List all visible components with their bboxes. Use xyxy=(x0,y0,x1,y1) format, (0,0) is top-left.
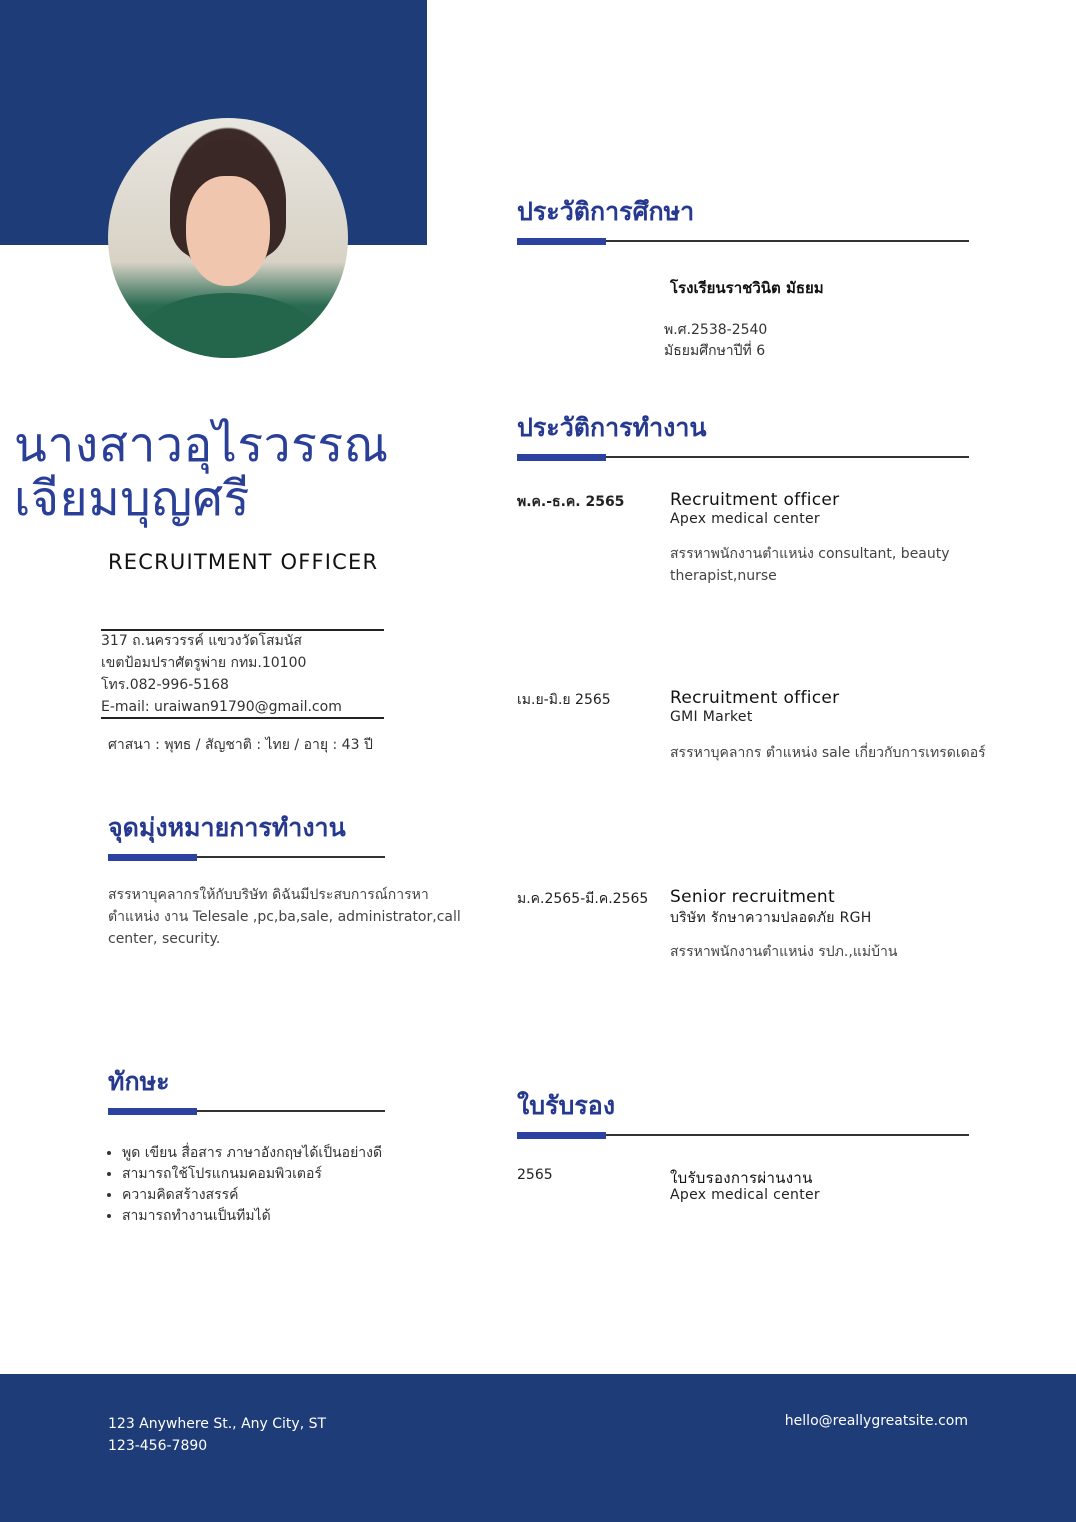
objective-line: ตำแหน่ง งาน Telesale ,pc,ba,sale, administrator,call xyxy=(108,909,461,925)
address-line-2: เขตป้อมปราศัตรูพ่าย กทม.10100 xyxy=(101,655,307,671)
job-title: Recruitment officer xyxy=(670,490,840,510)
divider-line xyxy=(606,240,969,242)
job-company: GMI Market xyxy=(670,709,753,725)
job-description-line: therapist,nurse xyxy=(670,568,777,584)
profile-photo xyxy=(108,118,348,358)
certificates-divider xyxy=(517,1132,969,1139)
skill-item: • สามารถทำงานเป็นทีมได้ xyxy=(122,1206,382,1227)
photo-shirt xyxy=(138,293,318,358)
experience-divider xyxy=(517,454,969,461)
skill-item: • พูด เขียน สื่อสาร ภาษาอังกฤษได้เป็นอย่างดี xyxy=(122,1143,382,1164)
divider-accent xyxy=(108,854,197,861)
certificates-title: ใบรับรอง xyxy=(517,1091,616,1120)
experience-title: ประวัติการทำงาน xyxy=(517,413,707,442)
job-date: เม.ย-มิ.ย 2565 xyxy=(517,692,611,708)
job-description xyxy=(670,941,990,963)
name-line-1: นางสาวอุไรวรรณ xyxy=(14,417,389,473)
divider-line xyxy=(197,856,385,858)
personal-info: ศาสนา : พุทธ / สัญชาติ : ไทย / อายุ : 43 ปี xyxy=(108,737,373,753)
skills-list xyxy=(104,1143,382,1227)
education-divider xyxy=(517,238,969,245)
footer-phone: 123-456-7890 xyxy=(108,1438,208,1454)
footer-email[interactable]: hello@reallygreatsite.com xyxy=(784,1413,968,1429)
divider-accent xyxy=(517,1132,606,1139)
job-company: บริษัท รักษาความปลอดภัย RGH xyxy=(670,910,872,926)
footer-address: 123 Anywhere St., Any City, ST xyxy=(108,1416,327,1432)
job-description xyxy=(670,543,990,587)
photo-face xyxy=(186,176,270,286)
skills-divider xyxy=(108,1108,385,1115)
name-line-2: เจียมบุญศรี xyxy=(14,471,250,527)
job-description-line: สรรหาบุคลากร ตำแหน่ง sale เกี่ยวกับการเทรดเดอร์ xyxy=(670,745,986,761)
objective-line: สรรหาบุคลากรให้กับบริษัท ดิฉันมีประสบการณ์การหา xyxy=(108,887,429,903)
certificate-year: 2565 xyxy=(517,1167,553,1183)
job-title: Recruitment officer xyxy=(670,688,840,708)
certificate-issuer: Apex medical center xyxy=(670,1187,820,1203)
skill-item: • ความคิดสร้างสรรค์ xyxy=(122,1185,382,1206)
job-description xyxy=(670,742,1010,764)
job-description-line: สรรหาพนักงานตำแหน่ง consultant, beauty xyxy=(670,546,950,562)
divider-accent xyxy=(517,238,606,245)
education-title: ประวัติการศึกษา xyxy=(517,197,695,226)
divider-line xyxy=(606,456,969,458)
objective-title: จุดมุ่งหมายการทำงาน xyxy=(108,813,346,842)
contact-divider-bottom xyxy=(101,717,384,719)
full-name xyxy=(14,418,389,526)
school-name: โรงเรียนราชวินิต มัธยม xyxy=(670,279,824,297)
job-title: Senior recruitment xyxy=(670,887,835,907)
objective-divider xyxy=(108,854,385,861)
divider-line xyxy=(606,1134,969,1136)
skill-item: • สามารถใช้โปรแกนมคอมพิวเตอร์ xyxy=(122,1164,382,1185)
certificate-name: ใบรับรองการผ่านงาน xyxy=(670,1169,813,1187)
phone: โทร.082-996-5168 xyxy=(101,677,229,693)
skills-title: ทักษะ xyxy=(108,1067,170,1096)
job-role: RECRUITMENT OFFICER xyxy=(108,550,379,574)
contact-block xyxy=(101,630,342,718)
job-company: Apex medical center xyxy=(670,511,820,527)
divider-accent xyxy=(517,454,606,461)
education-years: พ.ศ.2538-2540 xyxy=(664,322,768,338)
footer-contact xyxy=(108,1413,326,1457)
divider-line xyxy=(197,1110,385,1112)
divider-accent xyxy=(108,1108,197,1115)
email[interactable]: E-mail: uraiwan91790@gmail.com xyxy=(101,699,342,715)
address-line-1: 317 ถ.นครวรรค์ แขวงวัดโสมนัส xyxy=(101,633,302,649)
objective-line: center, security. xyxy=(108,931,221,947)
job-description-line: สรรหาพนักงานตำแหน่ง รปภ.,แม่บ้าน xyxy=(670,944,898,960)
education-level: มัธยมศึกษาปีที่ 6 xyxy=(664,343,766,359)
education-info xyxy=(664,320,767,362)
objective-text xyxy=(108,884,468,950)
job-date: ม.ค.2565-มี.ค.2565 xyxy=(517,891,649,907)
job-date: พ.ค.-ธ.ค. 2565 xyxy=(517,494,625,510)
